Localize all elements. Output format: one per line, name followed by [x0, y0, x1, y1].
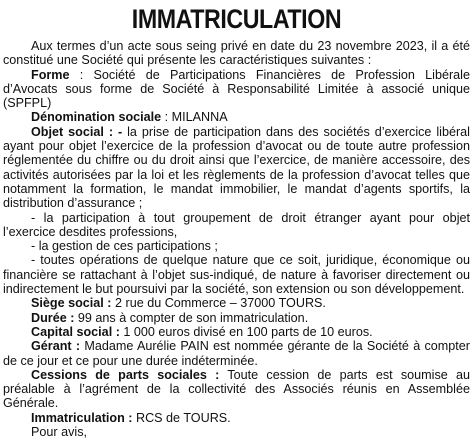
notice-title: IMMATRICULATION: [131, 4, 342, 34]
cessions-paragraph: [3, 368, 470, 411]
capital-label: Capital social :: [31, 324, 120, 339]
denomination-label: Dénomination sociale: [31, 110, 162, 125]
immatriculation-text: RCS de TOURS.: [132, 410, 231, 425]
capital-text: 1 000 euros divisé en 100 parts de 10 euros.: [119, 324, 373, 339]
duree-label: Durée :: [31, 310, 75, 325]
siege-label: Siège social :: [31, 296, 112, 311]
intro-paragraph: Aux termes d’un acte sous seing privé en date du 23 novembre 2023, il a été constitué une Société qui présente les caractéristiques suivantes :: [3, 39, 470, 68]
objet-item: - la gestion de ces participations ;: [31, 239, 218, 254]
gerant-label: Gérant :: [31, 339, 81, 354]
immatriculation-paragraph: [3, 411, 470, 425]
cessions-text: Toute cession de parts est soumise au préalable à l’agrément de la collectivité des Associés réunis en Assemblée Générale.: [3, 367, 470, 411]
forme-paragraph: [3, 68, 470, 111]
denomination-paragraph: [3, 110, 470, 124]
objet-text: la prise de participation dans des sociétés d’exercice libéral ayant pour objet l’exercice de la profession d’avocat ou de toute autre profession réglementée du chiffre ou du droit ainsi que l’exercice, de manière accessoire, des activités autorisées par la loi et les règlements de la profession d’avocat telles que notamment la formation, le mandat immobilier, le mandat d’agents sportifs, la distribution d’assurance ;: [3, 124, 470, 211]
siege-paragraph: [3, 296, 470, 310]
forme-text: : Société de Participations Financières de Profession Libérale d’Avocats sous forme de Société à Responsabilité Limitée à associé unique (SPFPL): [3, 67, 470, 111]
forme-label: Forme: [31, 67, 70, 82]
duree-paragraph: [3, 311, 470, 325]
objet-item: - la participation à tout groupement de droit étranger ayant pour objet l’exercice desdites professions,: [3, 210, 470, 239]
objet-label: Objet social : -: [31, 124, 123, 139]
notice-body: [3, 39, 470, 439]
capital-paragraph: [3, 325, 470, 339]
gerant-paragraph: [3, 339, 470, 368]
immatriculation-label: Immatriculation :: [31, 410, 133, 425]
objet-paragraph: [3, 125, 470, 211]
siege-text: 2 rue du Commerce – 37000 TOURS.: [111, 296, 326, 311]
denomination-text: : MILANNA: [161, 110, 228, 125]
duree-text: 99 ans à compter de son immatriculation.: [74, 310, 309, 325]
gerant-text: Madame Aurélie PAIN est nommée gérante de la Société à compter de ce jour et ce pour une durée indéterminée.: [3, 339, 470, 368]
closing-line: Pour avis,: [31, 425, 87, 439]
objet-item: - toutes opérations de quelque nature que ce soit, juridique, économique ou financière se rattachant à l’objet sus-indiqué, de nature à favoriser directement ou indirectement le but poursuivi par la société, son extension ou son développement.: [3, 253, 470, 297]
cessions-label: Cessions de parts sociales :: [31, 367, 220, 382]
